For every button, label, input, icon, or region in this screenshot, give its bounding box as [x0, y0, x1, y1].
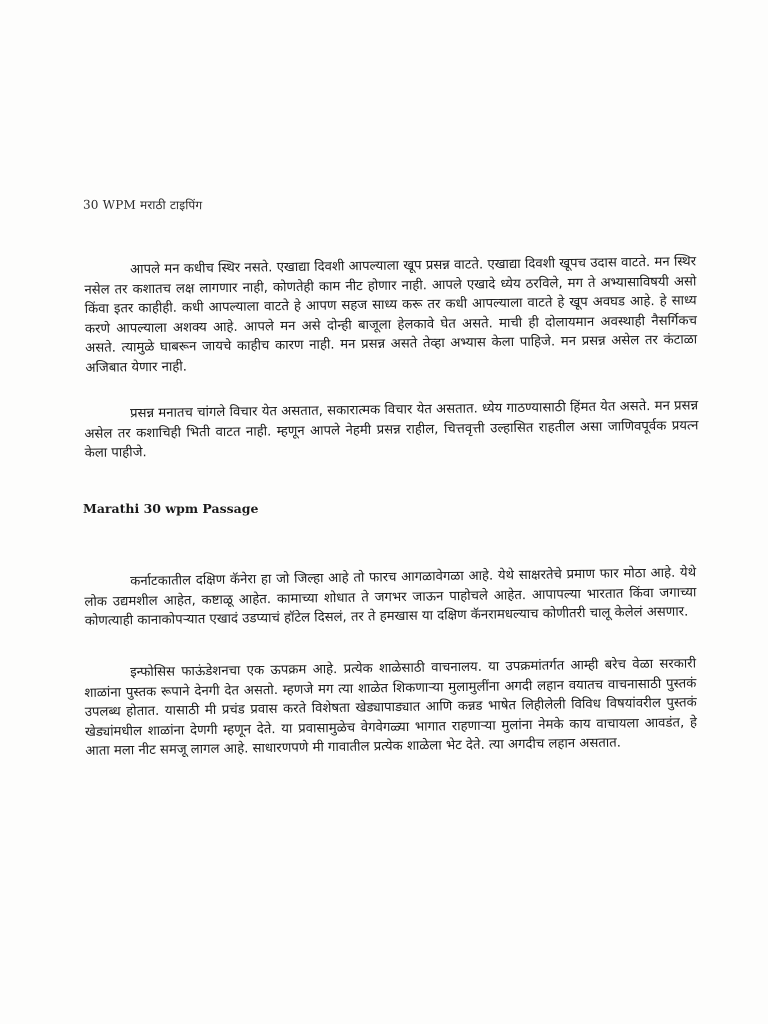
paragraph-3: [84, 563, 697, 631]
indent: [84, 676, 130, 677]
paragraph-2-text: प्रसन्न मनातच चांगले विचार येत असतात, सकारात्मक विचार येत असतात. ध्येय गाठण्यासाठी हिंमत येत असते. मन प्रसन्न असेल तर कशाचिही भिती वाटत नाही. म्हणून आपले नेहमी प्रसन्न राहील, चित्तवृत्ती उल्हासित राहतील असा जाणिवपूर्वक प्रयत्न केला पाहीजे.: [84, 398, 699, 461]
indent: [84, 417, 130, 418]
document-heading-top: 30 WPM मराठी टाइपिंग: [82, 197, 203, 213]
paragraph-3-text: कर्नाटकातील दक्षिण कॅनेरा हा जो जिल्हा आहे तो फारच आगळावेगळा आहे. येथे साक्षरतेचे प्रमाण फार मोठा आहे. येथे लोक उद्यमशील आहेत, कष्टाळू आहेत. कामाच्या शोधात ते जगभर जाऊन पाहोचले आहेत. आपापल्या भारतात किंवा जगाच्या कोणत्याही कानाकोपऱ्यात एखादं उडप्याचं हॉटेल दिसलं, तर ते हमखास या दक्षिण कॅनरामधल्याच कोणीतरी चालू केलेलं असणार.: [84, 565, 697, 629]
indent: [84, 585, 130, 586]
paragraph-2: [84, 396, 699, 463]
paragraph-4-text: इन्फोसिस फाऊंडेशनचा एक ऊपक्रम आहे. प्रत्येक शाळेसाठी वाचनालय. या उपक्रमांतर्गत आम्ही बरेच वेळा सरकारी शाळांना पुस्तक रूपाने देनगी देत असतो. म्हणजे मग त्या शाळेत शिकणाऱ्या मुलामुलींना अगदी लहान वयातच वाचनासाठी पुस्तकं उपलब्ध होतात. यासाठी मी प्रचंड प्रवास करते विशेषता खेड्यापाड्यात आणि कन्नड भाषेत लिहीलेली विविध विषयांवरील पुस्तकं खेड्यांमधील शाळांना देणगी म्हणून देते. या प्रवासामुळेच वेगवेगळ्या भागात राहणाऱ्या मुलांना नेमके काय वाचायला आवडंत, हे आता मला नीट समजू लागल आहे. साधारणपणे मी गावातील प्रत्येक शाळेला भेट देते. त्या अगदीच लहान असतात.: [84, 656, 698, 759]
paragraph-1: [84, 252, 698, 378]
passage-heading: Marathi 30 wpm Passage: [83, 501, 259, 516]
paragraph-1-text: आपले मन कधीच स्थिर नसते. एखाद्या दिवशी आपल्याला खूप प्रसन्न वाटते. एखाद्या दिवशी खूपच उदास वाटते. मन स्थिर नसेल तर कशातच लक्ष लागणार नाही, कोणतेही काम नीट होणार नाही. आपले एखादे ध्येय ठरविले, मग ते अभ्यासाविषयी असो किंवा इतर काहीही. कधी आपल्याला वाटते हे आपण सहज साध्य करू तर कधी आपल्याला वाटते हे खूप अवघड आहे. हे साध्य करणे आपल्याला अशक्य आहे. आपले मन असे दोन्ही बाजूला हेलकावे घेत असते. माची ही दोलायमान अवस्थाही नैसर्गिकच असते. त्यामुळे घाबरून जायचे काहीच कारण नाही. मन प्रसन्न असते तेव्हा अभ्यास केला पाहिजे. मन प्रसन्न असेल तर कंटाळा अजिबात येणार नाही.: [84, 254, 698, 376]
paragraph-4: [84, 654, 697, 761]
indent: [84, 273, 130, 274]
